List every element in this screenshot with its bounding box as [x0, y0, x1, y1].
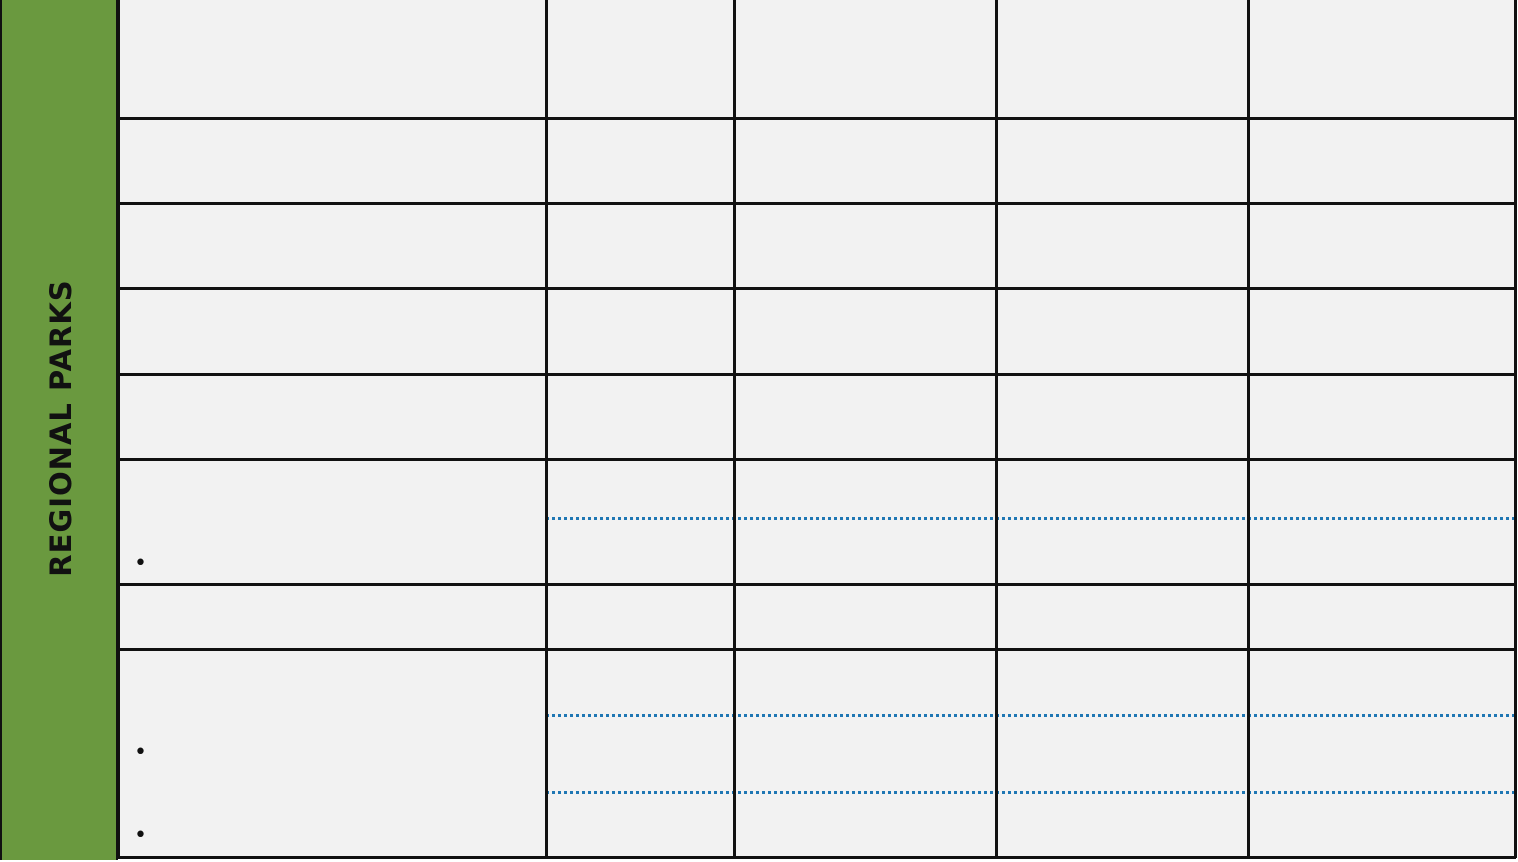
column-header-0 — [118, 0, 546, 118]
sidebar-label: REGIONAL PARKS — [44, 279, 78, 577]
park-name — [118, 468, 546, 495]
column-border — [545, 0, 548, 858]
column-header-4 — [1248, 0, 1515, 118]
row-divider-dotted — [546, 791, 1515, 794]
park-name — [118, 374, 546, 459]
column-border — [117, 0, 120, 858]
park-name — [118, 584, 546, 649]
regional-parks-sidebar — [0, 0, 118, 860]
column-header-2 — [734, 0, 996, 118]
row-border — [118, 856, 1516, 859]
row-border — [118, 202, 1516, 205]
column-header-3 — [996, 0, 1248, 118]
sub-park-item — [134, 550, 162, 577]
park-name — [118, 203, 546, 288]
row-border — [118, 373, 1516, 376]
park-name — [118, 118, 546, 203]
sub-park-item — [134, 739, 162, 766]
park-name — [118, 288, 546, 374]
row-border — [118, 458, 1516, 461]
column-border — [733, 0, 736, 858]
bullet-icon: • — [134, 551, 147, 576]
row-border — [118, 583, 1516, 586]
parks-table — [118, 0, 1516, 858]
row-border — [118, 287, 1516, 290]
column-border — [1247, 0, 1250, 858]
row-divider-dotted — [546, 714, 1515, 717]
bullet-icon: • — [134, 740, 147, 765]
column-header-1 — [546, 0, 734, 118]
bullet-icon: • — [134, 823, 147, 848]
sub-park-item — [134, 822, 162, 849]
row-border — [118, 117, 1516, 120]
row-border — [118, 648, 1516, 651]
column-border — [1514, 0, 1517, 858]
row-divider-dotted — [546, 517, 1515, 520]
column-border — [995, 0, 998, 858]
park-name — [118, 657, 546, 684]
